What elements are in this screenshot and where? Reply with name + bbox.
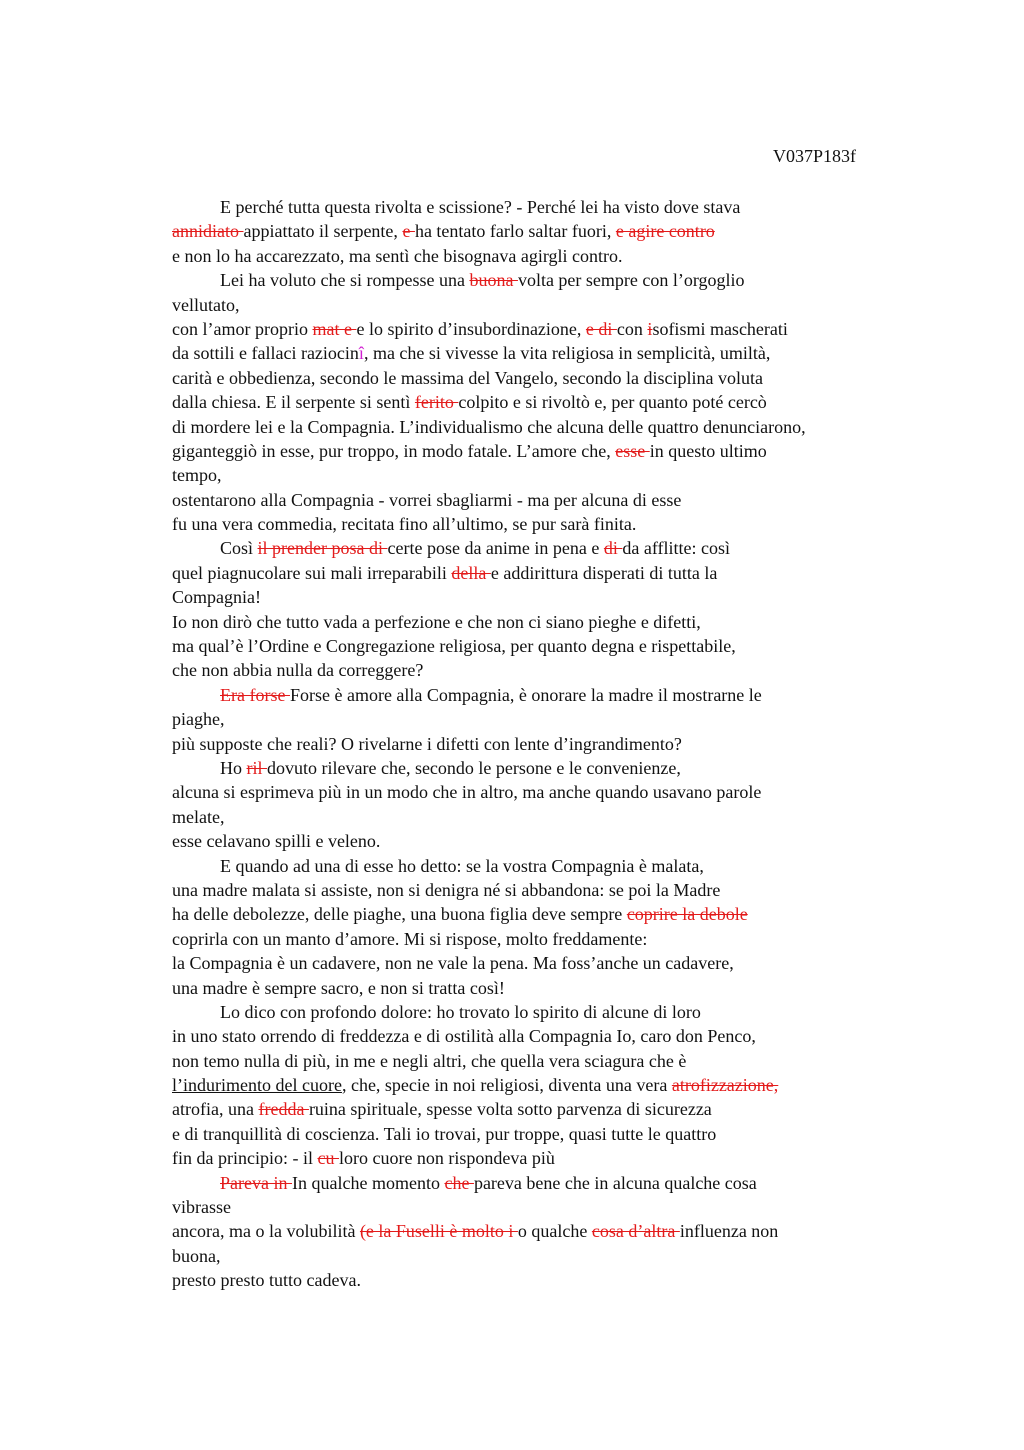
text-line [172, 951, 912, 975]
text-line [172, 658, 912, 682]
deleted-text: i [647, 318, 653, 339]
text-segment: Lo dico con profondo dolore: ho trovato lo spirito di alcune di loro [220, 1001, 701, 1022]
text-segment: da sottili e fallaci raziocin [172, 343, 359, 364]
text-segment: Io non dirò che tutto vada a perfezione e che non ci siano pieghe e difetti, [172, 611, 701, 632]
text-segment: di mordere lei e la Compagnia. L’individualismo che alcuna delle quattro denunciarono, [172, 416, 806, 437]
text-line [172, 195, 912, 219]
text-line [172, 488, 912, 512]
text-segment: e lo spirito d’insubordinazione, [356, 318, 586, 339]
text-segment: ha tentato farlo saltar fuori, [414, 221, 616, 242]
text-segment: , ma che si vivesse la vita religiosa in semplicità, umiltà, [363, 343, 771, 364]
text-line [172, 1171, 912, 1195]
text-segment: e non lo ha accarezzato, ma sentì che bisognava agirgli contro. [172, 245, 623, 266]
text-line [172, 585, 912, 609]
text-segment: vibrasse [172, 1197, 231, 1218]
text-segment: e di tranquillità di coscienza. Tali io trovai, pur troppe, quasi tutte le quattro [172, 1123, 717, 1144]
text-line [172, 536, 912, 560]
text-segment: dalla chiesa. E il serpente si sentì [172, 392, 415, 413]
text-line [172, 854, 912, 878]
text-segment: con l’amor proprio [172, 318, 313, 339]
deleted-text: buona [469, 270, 518, 291]
deleted-text: Era forse [220, 684, 290, 705]
text-line [172, 902, 912, 926]
deleted-text: cosa d’altra [591, 1221, 680, 1242]
deleted-text: atrofizzazione, [671, 1075, 779, 1096]
text-line [172, 366, 912, 390]
text-line [172, 219, 912, 243]
text-segment: giganteggiò in esse, pur troppo, in modo fatale. L’amore che, [172, 440, 616, 461]
text-segment: carità e obbedienza, secondo le massima del Vangelo, secondo la disciplina voluta [172, 367, 763, 388]
document-body [172, 195, 912, 1293]
text-segment: da afflitte: così [622, 538, 731, 559]
text-line [172, 1073, 912, 1097]
text-line [172, 732, 912, 756]
text-line [172, 1024, 912, 1048]
text-line [172, 1000, 912, 1024]
text-segment: ha delle debolezze, delle piaghe, una buona figlia deve sempre [172, 904, 627, 925]
text-line [172, 707, 912, 731]
text-line [172, 1244, 912, 1268]
text-segment: sofismi mascherati [652, 318, 788, 339]
text-line [172, 878, 912, 902]
text-segment: colpito e si rivoltò e, per quanto poté cercò [458, 392, 767, 413]
text-line [172, 317, 912, 341]
text-line [172, 927, 912, 951]
text-segment: Così [220, 538, 258, 559]
deleted-text: (e la Fuselli è molto i [359, 1221, 518, 1242]
text-segment: o qualche [517, 1221, 592, 1242]
text-segment: ancora, ma o la volubilità [172, 1221, 360, 1242]
deleted-text: annidiato [172, 221, 244, 242]
text-segment: con [616, 318, 648, 339]
text-line [172, 390, 912, 414]
text-segment: una madre malata si assiste, non si denigra né si abbandona: se poi la Madre [172, 879, 721, 900]
text-segment: in questo ultimo [649, 440, 767, 461]
deleted-text: ferito [414, 392, 459, 413]
text-segment: Ho [220, 757, 247, 778]
text-segment: E perché tutta questa rivolta e scissione? - Perché lei ha visto dove stava [220, 197, 741, 217]
deleted-text: e agire contro [615, 221, 715, 242]
text-segment: esse celavano spilli e veleno. [172, 831, 381, 852]
text-line [172, 1146, 912, 1170]
text-line [172, 780, 912, 804]
text-segment: piaghe, [172, 709, 225, 730]
text-segment: tempo, [172, 465, 222, 486]
text-line [172, 244, 912, 268]
text-segment: certe pose da anime in pena e [387, 538, 604, 559]
text-line [172, 1195, 912, 1219]
text-line [172, 268, 912, 292]
text-line [172, 463, 912, 487]
text-segment: dovuto rilevare che, secondo le persone e le convenienze, [267, 757, 681, 778]
text-segment: che non abbia nulla da correggere? [172, 660, 424, 681]
text-segment: in uno stato orrendo di freddezza e di ostilità alla Compagnia Io, caro don Penco, [172, 1026, 756, 1047]
text-segment: Compagnia! [172, 587, 261, 608]
text-segment: fu una vera commedia, recitata fino all’ultimo, se pur sarà finita. [172, 514, 637, 535]
text-line [172, 341, 912, 365]
text-segment: una madre è sempre sacro, e non si tratta così! [172, 977, 505, 998]
deleted-text: il prender posa di [257, 538, 388, 559]
deleted-text: fredda [258, 1099, 309, 1120]
deleted-text: ril [246, 757, 267, 778]
text-line [172, 1268, 912, 1292]
text-line [172, 610, 912, 634]
text-line [172, 976, 912, 1000]
text-segment: loro cuore non rispondeva più [338, 1148, 555, 1169]
text-segment: appiattato il serpente, [243, 221, 403, 242]
text-segment: alcuna si esprimeva più in un modo che in altro, ma anche quando usavano parole [172, 782, 762, 803]
text-line [172, 1122, 912, 1146]
text-line [172, 805, 912, 829]
deleted-text: mat e [312, 318, 357, 339]
deleted-text: coprire la debole [626, 904, 748, 925]
text-segment: fin da principio: - il [172, 1148, 318, 1169]
text-segment: volta per sempre con l’orgoglio [517, 270, 745, 291]
deleted-text: e [402, 221, 415, 242]
text-line [172, 683, 912, 707]
text-line [172, 1049, 912, 1073]
text-line [172, 415, 912, 439]
text-line [172, 512, 912, 536]
deleted-text: Pareva in [220, 1172, 292, 1193]
text-segment: E quando ad una di esse ho detto: se la vostra Compagnia è malata, [220, 855, 704, 876]
text-segment: In qualche momento [291, 1172, 445, 1193]
text-segment: quel piagnucolare sui mali irreparabili [172, 562, 452, 583]
text-segment: , che, specie in noi religiosi, diventa una vera [341, 1075, 672, 1096]
deleted-text: esse [615, 440, 650, 461]
text-line [172, 439, 912, 463]
deleted-text: cu [317, 1148, 339, 1169]
text-line [172, 1097, 912, 1121]
deleted-text: della [451, 562, 491, 583]
text-segment: pareva bene che in alcuna qualche cosa [473, 1172, 757, 1193]
highlighted-char: î [358, 343, 364, 364]
text-line [172, 634, 912, 658]
text-line [172, 561, 912, 585]
text-segment: non temo nulla di più, in me e negli altri, che quella vera sciagura che è [172, 1050, 687, 1071]
text-segment: la Compagnia è un cadavere, non ne vale la pena. Ma foss’anche un cadavere, [172, 953, 734, 974]
text-line [172, 829, 912, 853]
text-segment: ma qual’è l’Ordine e Congregazione religiosa, per quanto degna e rispettabile, [172, 636, 736, 657]
text-segment: Lei ha voluto che si rompesse una [220, 270, 470, 291]
text-segment: influenza non [679, 1221, 779, 1242]
text-segment: coprirla con un manto d’amore. Mi si rispose, molto freddamente: [172, 928, 648, 949]
deleted-text: e di [585, 318, 617, 339]
text-line [172, 1219, 912, 1243]
text-segment: più supposte che reali? O rivelarne i difetti con lente d’ingrandimento? [172, 733, 682, 754]
underlined-text: l’indurimento del cuore [172, 1075, 342, 1096]
text-segment: vellutato, [172, 294, 240, 315]
document-id: V037P183f [772, 146, 856, 166]
text-segment: Forse è amore alla Compagnia, è onorare la madre il mostrarne le [289, 684, 762, 705]
text-segment: ruina spirituale, spesse volta sotto parvenza di sicurezza [308, 1099, 712, 1120]
deleted-text: di [603, 538, 623, 559]
text-segment: atrofia, una [172, 1099, 259, 1120]
text-segment: e addirittura disperati di tutta la [490, 562, 718, 583]
text-segment: buona, [172, 1245, 221, 1266]
deleted-text: che [444, 1172, 474, 1193]
text-segment: melate, [172, 806, 225, 827]
text-line [172, 756, 912, 780]
text-segment: ostentarono alla Compagnia - vorrei sbagliarmi - ma per alcuna di esse [172, 489, 682, 510]
text-segment: presto presto tutto cadeva. [172, 1270, 361, 1291]
text-line [172, 293, 912, 317]
